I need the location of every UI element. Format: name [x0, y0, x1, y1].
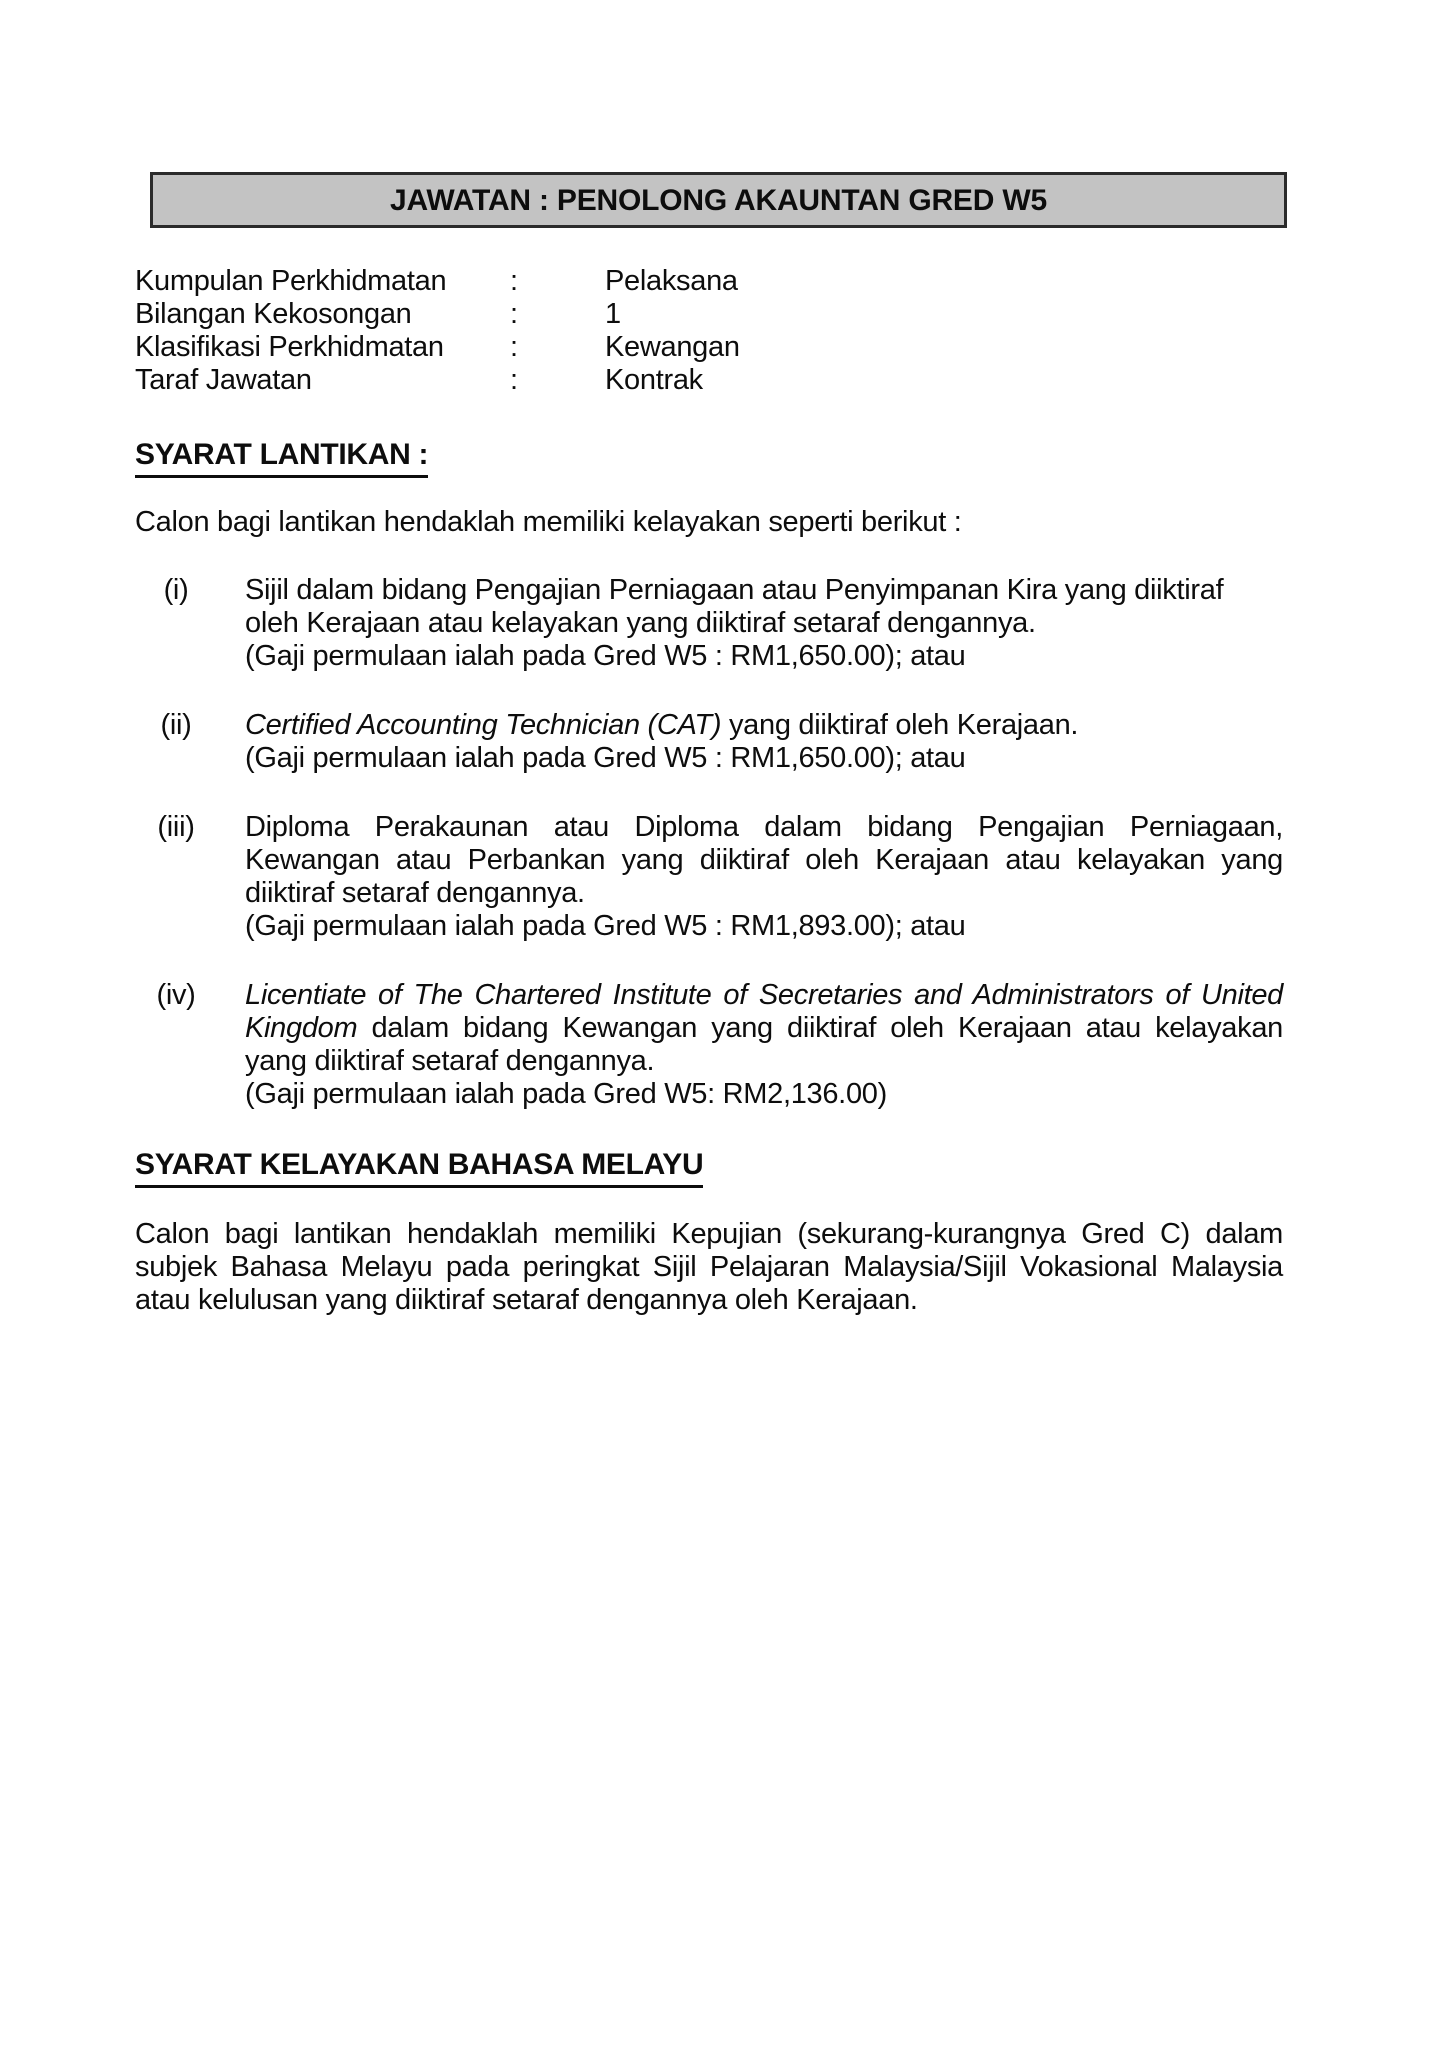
list-item: [135, 979, 1283, 1111]
list-item: [135, 574, 1283, 673]
info-row: [135, 331, 1283, 364]
list-item-body: [245, 709, 1283, 775]
info-row: [135, 265, 1283, 298]
info-colon: :: [510, 265, 518, 297]
list-item-plain-text: Diploma Perakaunan atau Diploma dalam bidang Pengajian Perniagaan, Kewangan atau Perbankan yang diiktiraf oleh Kerajaan atau kelayakan yang diiktiraf setaraf dengannya.: [245, 811, 1283, 909]
job-info-block: [135, 265, 1283, 397]
info-value: Pelaksana: [605, 265, 738, 297]
section-heading-text: SYARAT KELAYAKAN BAHASA MELAYU: [135, 1147, 703, 1188]
info-value: 1: [605, 298, 621, 330]
list-item-plain-text: dalam bidang Kewangan yang diiktiraf oleh Kerajaan atau kelayakan yang diiktiraf setaraf dengannya.: [245, 1012, 1283, 1077]
section-heading-text: SYARAT LANTIKAN :: [135, 437, 428, 478]
section-heading-syarat-lantikan: [135, 437, 1283, 478]
list-item-plain-text: yang diiktiraf oleh Kerajaan.: [721, 709, 1079, 741]
list-item-text: [245, 574, 1283, 640]
job-title: JAWATAN : PENOLONG AKAUNTAN GRED W5: [390, 183, 1047, 217]
info-row: [135, 298, 1283, 331]
salary-note: (Gaji permulaan ialah pada Gred W5 : RM1,650.00); atau: [245, 742, 966, 774]
info-colon: :: [510, 331, 518, 363]
info-label: Taraf Jawatan: [135, 364, 312, 396]
salary-note: (Gaji permulaan ialah pada Gred W5 : RM1,893.00); atau: [245, 910, 966, 942]
closing-paragraph: Calon bagi lantikan hendaklah memiliki Kepujian (sekurang-kurangnya Gred C) dalam subjek Bahasa Melayu pada peringkat Sijil Pelajaran Malaysia/Sijil Vokasional Malaysia atau kelulusan yang diiktiraf setaraf dengannya oleh Kerajaan.: [135, 1218, 1283, 1316]
list-item-italic-text: Certified Accounting Technician (CAT): [245, 709, 722, 741]
list-item-text: [245, 979, 1283, 1078]
list-item-marker: (ii): [160, 709, 192, 741]
list-item-plain-text: Sijil dalam bidang Pengajian Perniagaan atau Penyimpanan Kira yang diiktiraf oleh Kerajaan atau kelayakan yang diiktiraf setaraf dengannya.: [245, 574, 1224, 639]
list-item-body: [245, 811, 1283, 943]
list-item-body: [245, 574, 1283, 673]
info-value: Kontrak: [605, 364, 703, 396]
list-item-text: [245, 811, 1283, 910]
requirements-list: [135, 574, 1283, 1111]
list-item-text: [245, 709, 1283, 742]
job-title-box: [150, 172, 1287, 228]
info-row: [135, 364, 1283, 397]
info-colon: :: [510, 364, 518, 396]
list-item: [135, 811, 1283, 943]
info-value: Kewangan: [605, 331, 740, 363]
list-item-marker: (i): [163, 574, 189, 606]
info-label: Kumpulan Perkhidmatan: [135, 265, 447, 297]
salary-note: (Gaji permulaan ialah pada Gred W5: RM2,136.00): [245, 1078, 887, 1110]
section-heading-syarat-bahasa: [135, 1147, 1283, 1188]
info-label: Bilangan Kekosongan: [135, 298, 412, 330]
list-item-italic-text: Licentiate of The Chartered Institute of Secretaries and Administrators of United Kingdom: [245, 979, 1283, 1044]
info-colon: :: [510, 298, 518, 330]
list-item-marker: (iii): [157, 811, 195, 843]
salary-note: (Gaji permulaan ialah pada Gred W5 : RM1,650.00); atau: [245, 640, 966, 672]
document-content: [135, 265, 1283, 1317]
intro-paragraph: Calon bagi lantikan hendaklah memiliki kelayakan seperti berikut :: [135, 506, 962, 538]
info-label: Klasifikasi Perkhidmatan: [135, 331, 444, 363]
list-item: [135, 709, 1283, 775]
list-item-body: [245, 979, 1283, 1111]
list-item-marker: (iv): [156, 979, 196, 1011]
